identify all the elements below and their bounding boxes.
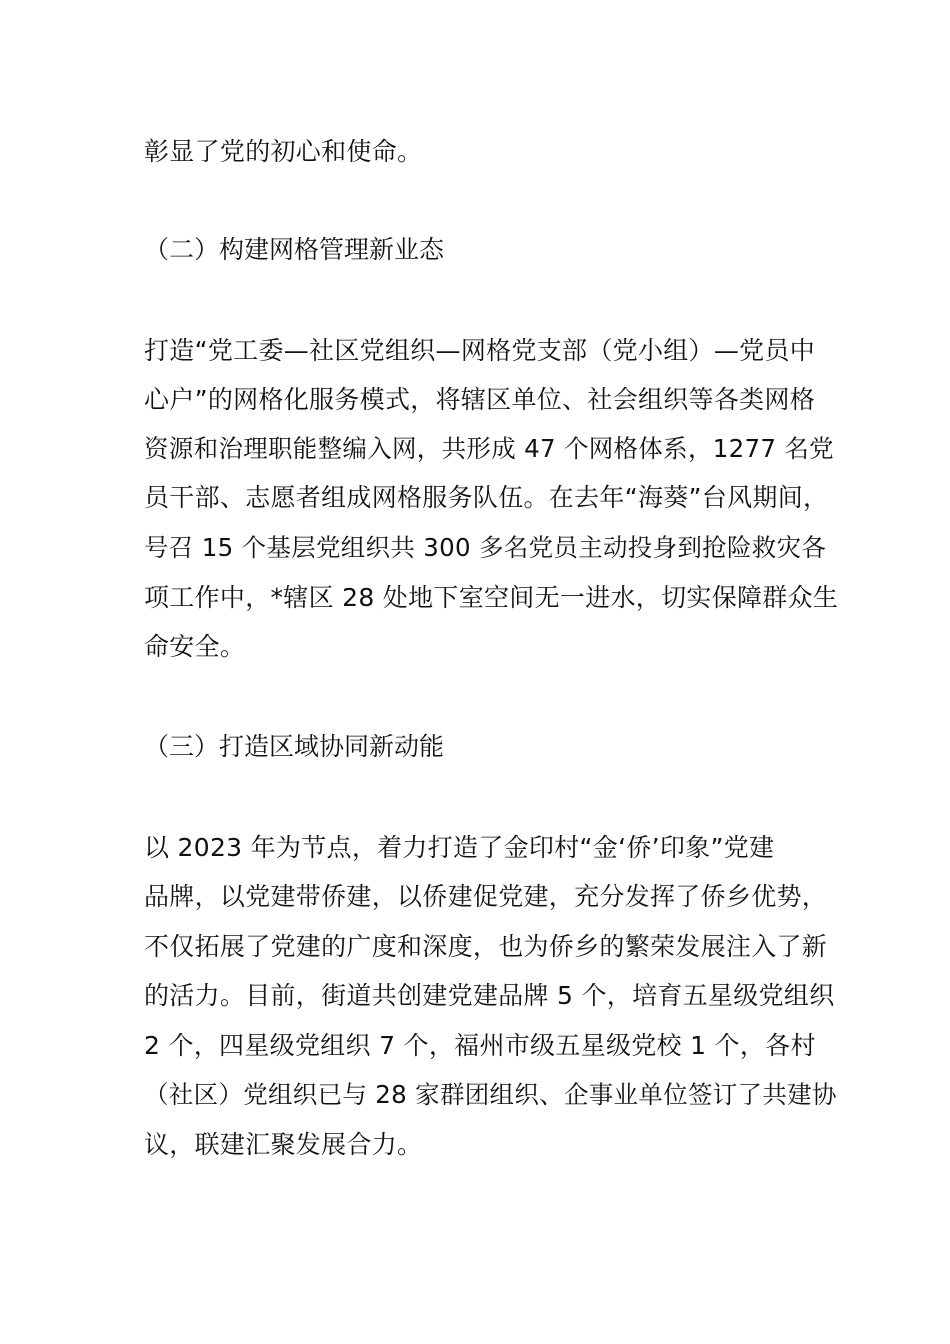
section-heading-3: （三）打造区域协同新动能 [144, 732, 445, 761]
paragraph-line: 资源和治理职能整编入网，共形成 47 个网格体系，1277 名党 [144, 434, 834, 463]
paragraph-line: （社区）党组织已与 28 家群团组织、企事业单位签订了共建协 [144, 1080, 837, 1109]
paragraph-line: 2 个，四星级党组织 7 个，福州市级五星级党校 1 个，各村 [144, 1031, 816, 1060]
paragraph-line: 项工作中，*辖区 28 处地下室空间无一进水，切实保障群众生 [144, 583, 839, 612]
paragraph-line: 打造“党工委—社区党组织—网格党支部（党小组）—党员中 [144, 336, 816, 365]
paragraph-line: 以 2023 年为节点，着力打造了金印村“金‘侨’印象”党建 [144, 833, 775, 862]
paragraph-line: 的活力。目前，街道共创建党建品牌 5 个，培育五星级党组织 [144, 981, 835, 1010]
paragraph-line: 命安全。 [144, 632, 246, 661]
paragraph-line: 议，联建汇聚发展合力。 [144, 1130, 423, 1159]
paragraph-line: 员干部、志愿者组成网格服务队伍。在去年“海葵”台风期间， [144, 483, 829, 512]
paragraph-line: 不仅拓展了党建的广度和深度，也为侨乡的繁荣发展注入了新 [144, 932, 828, 961]
paragraph-line: 心户”的网格化服务模式，将辖区单位、社会组织等各类网格 [144, 385, 816, 414]
section-heading-2: （二）构建网格管理新业态 [144, 235, 445, 264]
paragraph-line: 品牌，以党建带侨建，以侨建促党建，充分发挥了侨乡优势， [144, 882, 828, 911]
paragraph-line: 号召 15 个基层党组织共 300 多名党员主动投身到抢险救灾各 [144, 533, 827, 562]
lead-line: 彰显了党的初心和使命。 [144, 137, 423, 166]
